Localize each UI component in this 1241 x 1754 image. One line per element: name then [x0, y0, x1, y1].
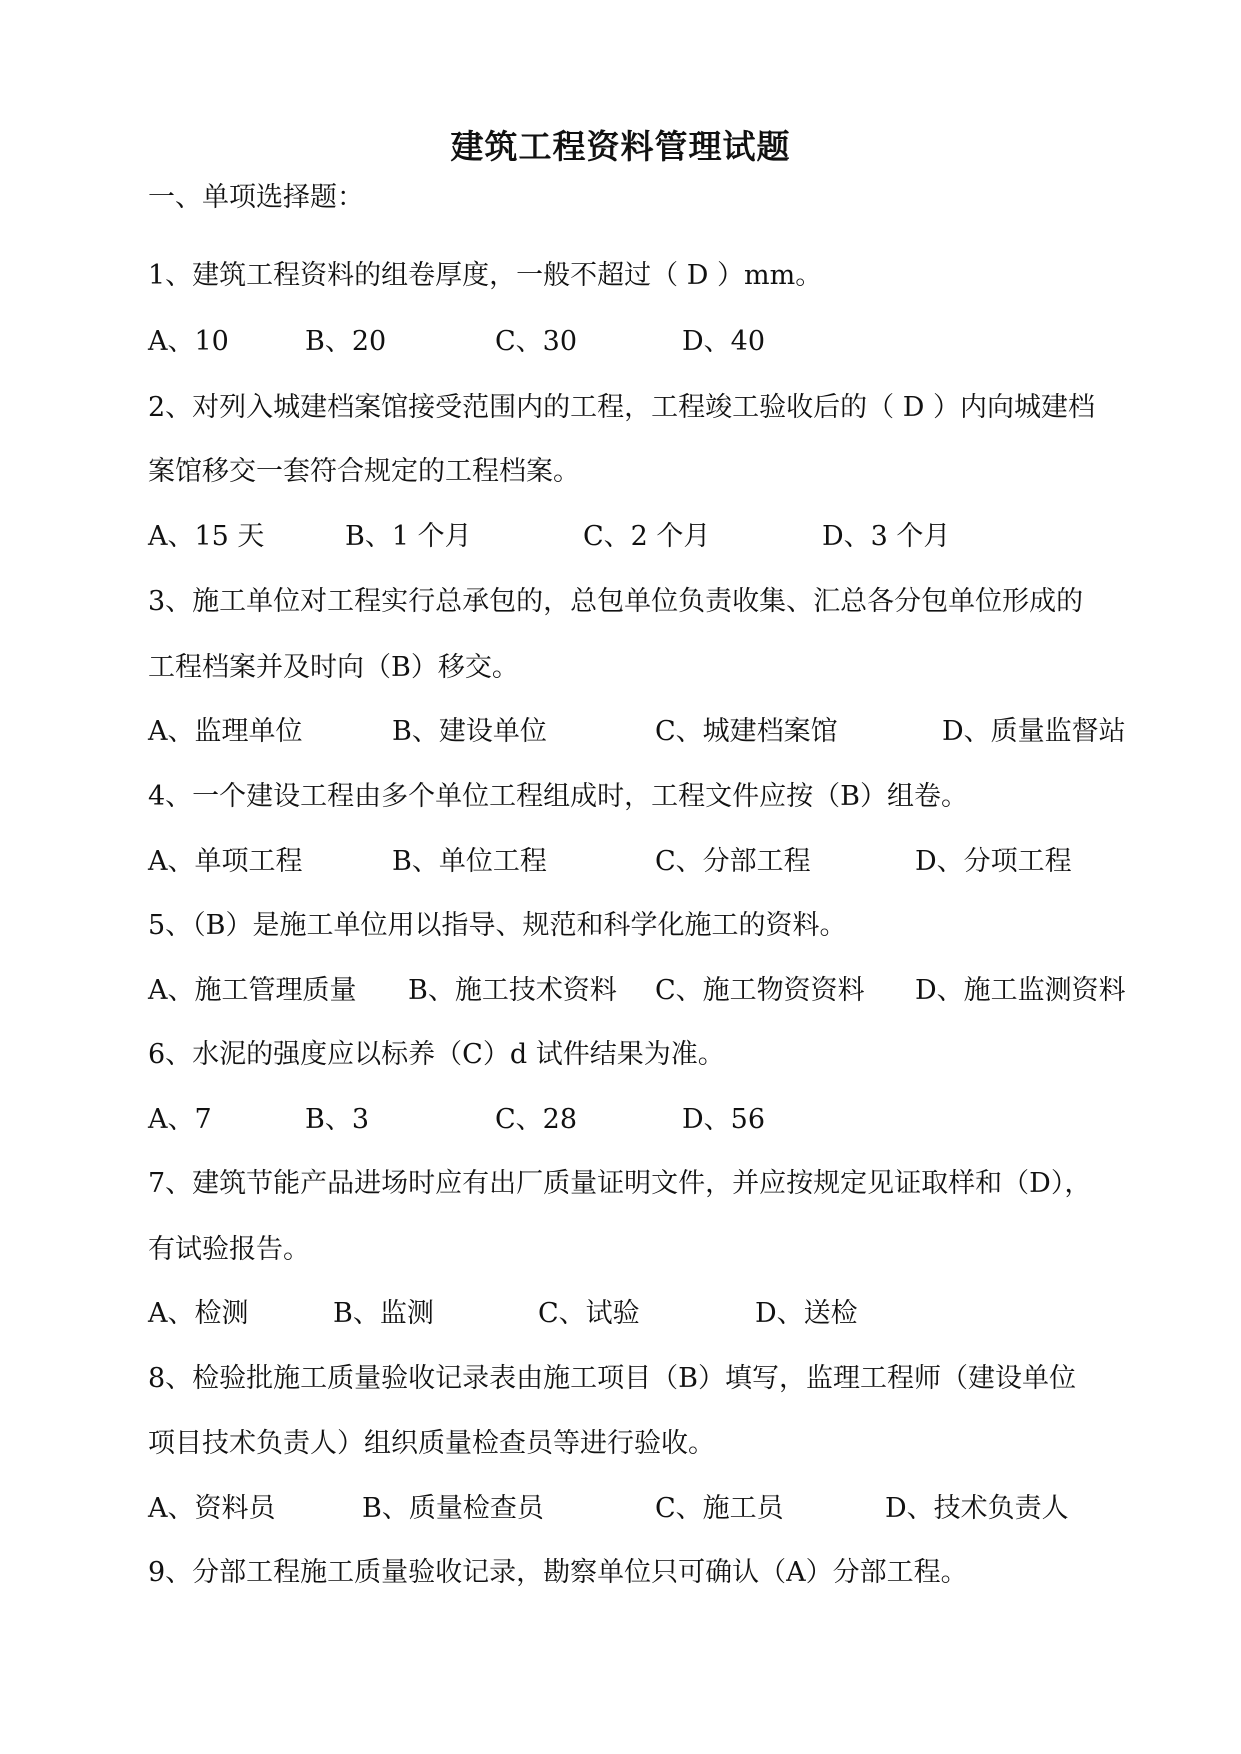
question-7-text-cont: 有试验报告。	[148, 1234, 310, 1265]
option-c: C、试验	[538, 1298, 640, 1329]
question-2-text-cont: 案馆移交一套符合规定的工程档案。	[148, 456, 580, 487]
document-title: 建筑工程资料管理试题	[450, 127, 791, 166]
option-a: A、检测	[148, 1298, 249, 1329]
question-8-text: 8、检验批施工质量验收记录表由施工项目（B）填写，监理工程师（建设单位	[148, 1363, 1077, 1394]
option-a: A、单项工程	[148, 846, 303, 877]
option-a: A、资料员	[148, 1493, 276, 1524]
option-d: D、分项工程	[915, 846, 1072, 877]
question-5-text: 5、（B）是施工单位用以指导、规范和科学化施工的资料。	[148, 910, 847, 941]
section-heading: 一、单项选择题：	[148, 182, 364, 213]
option-b: B、20	[305, 326, 387, 357]
option-d: D、40	[682, 326, 766, 357]
option-a: A、10	[148, 326, 229, 357]
option-a: A、施工管理质量	[148, 975, 357, 1006]
question-6-text: 6、水泥的强度应以标养（C）d 试件结果为准。	[148, 1039, 725, 1070]
option-b: B、施工技术资料	[408, 975, 617, 1006]
option-b: B、单位工程	[392, 846, 547, 877]
option-c: C、城建档案馆	[655, 716, 838, 747]
option-a: A、7	[148, 1104, 212, 1135]
option-d: D、56	[682, 1104, 766, 1135]
option-d: D、施工监测资料	[915, 975, 1126, 1006]
option-c: C、2 个月	[583, 521, 711, 552]
question-8-text-cont: 项目技术负责人）组织质量检查员等进行验收。	[148, 1428, 715, 1459]
option-b: B、建设单位	[392, 716, 547, 747]
option-b: B、1 个月	[345, 521, 472, 552]
question-3-text: 3、施工单位对工程实行总承包的，总包单位负责收集、汇总各分包单位形成的	[148, 586, 1084, 617]
option-a: A、15 天	[148, 521, 265, 552]
option-d: D、技术负责人	[885, 1493, 1069, 1524]
option-c: C、施工员	[655, 1493, 784, 1524]
question-3-text-cont: 工程档案并及时向（B）移交。	[148, 652, 519, 683]
question-2-text: 2、对列入城建档案馆接受范围内的工程，工程竣工验收后的（ D ）内向城建档	[148, 392, 1095, 423]
option-a: A、监理单位	[148, 716, 303, 747]
option-b: B、质量检查员	[362, 1493, 544, 1524]
option-c: C、分部工程	[655, 846, 811, 877]
option-b: B、3	[305, 1104, 370, 1135]
option-c: C、施工物资资料	[655, 975, 865, 1006]
option-c: C、28	[495, 1104, 578, 1135]
question-4-text: 4、一个建设工程由多个单位工程组成时，工程文件应按（B）组卷。	[148, 781, 969, 812]
question-7-text: 7、建筑节能产品进场时应有出厂质量证明文件，并应按规定见证取样和（D），	[148, 1168, 1092, 1199]
option-d: D、质量监督站	[942, 716, 1126, 747]
question-9-text: 9、分部工程施工质量验收记录，勘察单位只可确认（A）分部工程。	[148, 1557, 968, 1588]
option-d: D、送检	[755, 1298, 858, 1329]
option-d: D、3 个月	[822, 521, 951, 552]
option-c: C、30	[495, 326, 578, 357]
option-b: B、监测	[333, 1298, 434, 1329]
question-1-text: 1、建筑工程资料的组卷厚度，一般不超过（ D ）mm。	[148, 260, 823, 291]
